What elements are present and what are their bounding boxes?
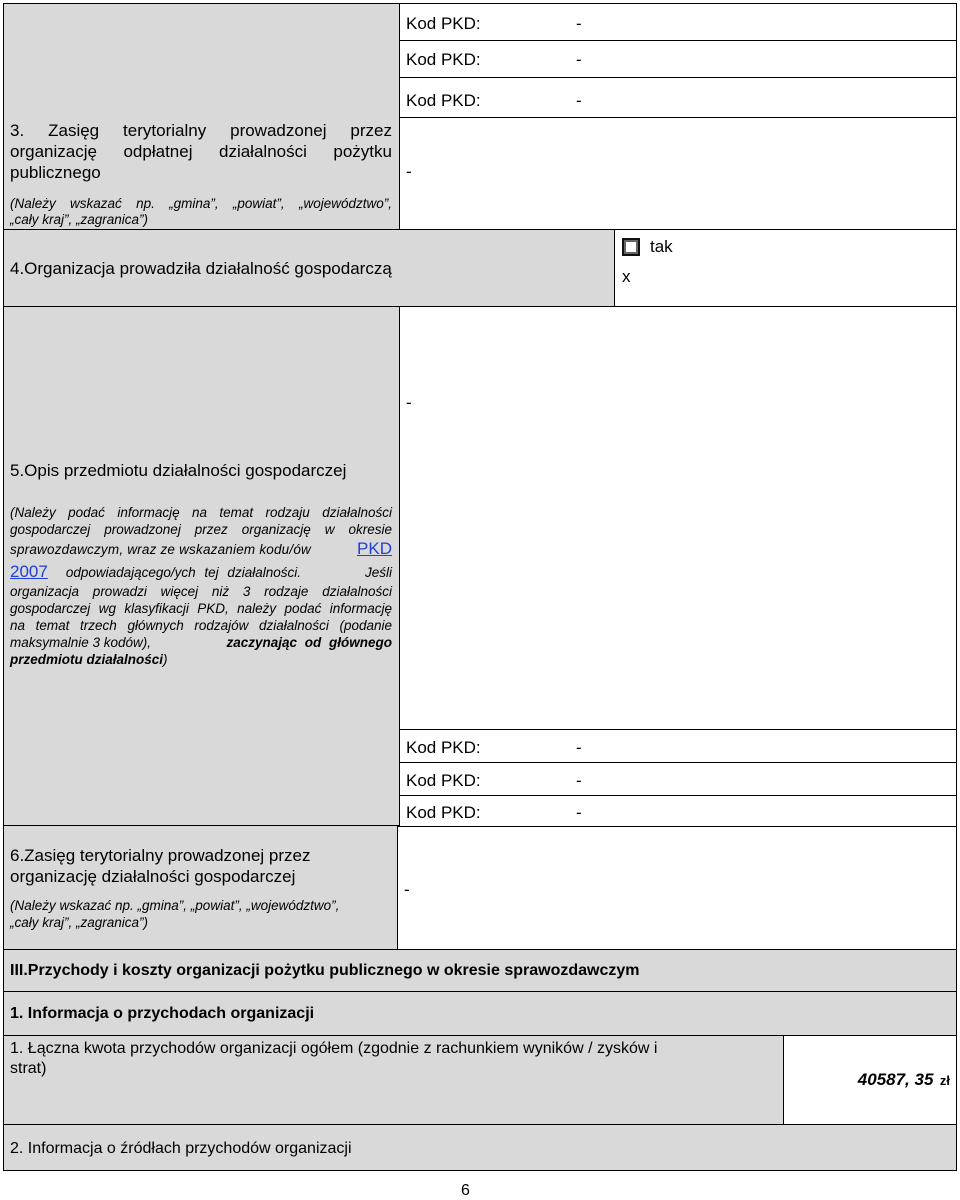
- page-number: 6: [461, 1182, 470, 1199]
- section5-hint-line9: [10, 652, 168, 669]
- pkd-label: Kod PKD:: [406, 738, 481, 757]
- section5-value-cell[interactable]: [399, 306, 957, 730]
- hint-text: sprawozdawczym, wraz ze wskazaniem kodu/ów: [10, 542, 312, 557]
- section5-pkd-row-2[interactable]: [399, 762, 957, 796]
- pkd-2007-link[interactable]: 2007: [10, 562, 48, 581]
- total-income-value: [790, 1070, 950, 1090]
- pkd-value: -: [576, 91, 582, 110]
- pkd-label: Kod PKD:: [406, 14, 481, 33]
- section5-hint-line7: na temat trzech głównych rodzajów działalności (podanie: [10, 618, 392, 633]
- section5-hint-line8: [10, 635, 392, 652]
- section5-hint-line3: [10, 541, 392, 559]
- pkd-value: -: [576, 14, 582, 33]
- pkd-label: Kod PKD:: [406, 771, 481, 790]
- section3-pkd-row-2[interactable]: [399, 40, 957, 78]
- pkd-value: -: [576, 803, 582, 822]
- part3-title: III.Przychody i koszty organizacji pożytku publicznego w okresie sprawozdawczym: [10, 962, 640, 979]
- section4-title: 4.Organizacja prowadziła działalność gospodarczą: [10, 259, 392, 278]
- hint-text: ): [163, 652, 168, 667]
- section3-title-line3: publicznego: [10, 163, 101, 182]
- income-info-title: 1. Informacja o przychodach organizacji: [10, 1005, 315, 1022]
- hint-text: maksymalnie 3 kodów),: [10, 635, 152, 650]
- section5-value: -: [406, 393, 412, 412]
- total-income-label-line2: strat): [10, 1060, 47, 1077]
- section6-value-cell[interactable]: [397, 826, 957, 950]
- hint-text: odpowiadającego/ych tej działalności.: [65, 565, 301, 580]
- section3-value-cell[interactable]: [399, 117, 957, 230]
- option-mark: x: [622, 267, 631, 286]
- section3-hint-line2: „cały kraj”, „zagranica”): [10, 212, 149, 227]
- section3-title-line1: 3. Zasięg terytorialny prowadzonej przez: [10, 121, 392, 140]
- pkd-value: -: [576, 738, 582, 757]
- section3-pkd-row-3[interactable]: [399, 77, 957, 118]
- pkd-value: -: [576, 50, 582, 69]
- pkd-link[interactable]: PKD: [357, 539, 392, 558]
- pkd-label: Kod PKD:: [406, 803, 481, 822]
- section5-pkd-row-1[interactable]: [399, 729, 957, 763]
- section5-pkd-row-3[interactable]: [399, 795, 957, 827]
- income-sources-title: 2. Informacja o źródłach przychodów organizacji: [10, 1140, 352, 1157]
- section6-title-line1: 6.Zasięg terytorialny prowadzonej przez: [10, 846, 311, 865]
- section5-hint-line4: [10, 564, 392, 582]
- section5-hint-line2: gospodarczej prowadzonej przez organizację w okresie: [10, 522, 392, 537]
- section3-title-line2: organizację odpłatnej działalności pożytku: [10, 142, 392, 161]
- pkd-value: -: [576, 771, 582, 790]
- total-income-amount: 40587, 35: [857, 1070, 934, 1089]
- section3-pkd-row-1[interactable]: [399, 3, 957, 41]
- currency-label: zł: [939, 1073, 950, 1088]
- hint-bold-text: zaczynając od głównego: [226, 635, 392, 650]
- section3-hint-line1: (Należy wskazać np. „gmina”, „powiat”, „województwo”,: [10, 196, 392, 211]
- section6-value: -: [404, 880, 410, 899]
- option-tak-label: tak: [650, 237, 673, 256]
- section5-hint-line6: gospodarczej wg klasyfikacji PKD, należy podać informację: [10, 601, 392, 616]
- section5-hint-line1: (Należy podać informację na temat rodzaju działalności: [10, 505, 392, 520]
- section6-hint-line2: „cały kraj”, „zagranica”): [10, 915, 149, 930]
- section6-hint-line1: (Należy wskazać np. „gmina”, „powiat”, „województwo”,: [10, 898, 340, 913]
- total-income-label-line1: 1. Łączna kwota przychodów organizacji ogółem (zgodnie z rachunkiem wyników / zysków i: [10, 1040, 658, 1057]
- pkd-label: Kod PKD:: [406, 50, 481, 69]
- section3-value: -: [406, 162, 412, 181]
- section6-title-line2: organizację działalności gospodarczej: [10, 867, 296, 886]
- checkbox-icon[interactable]: [622, 238, 640, 256]
- pkd-label: Kod PKD:: [406, 91, 481, 110]
- section5-title: 5.Opis przedmiotu działalności gospodarczej: [10, 461, 347, 480]
- hint-text: Jeśli: [364, 565, 392, 580]
- section5-hint-line5: organizacja prowadzi więcej niż 3 rodzaje działalności: [10, 584, 392, 599]
- hint-bold-text: przedmiotu działalności: [10, 652, 164, 667]
